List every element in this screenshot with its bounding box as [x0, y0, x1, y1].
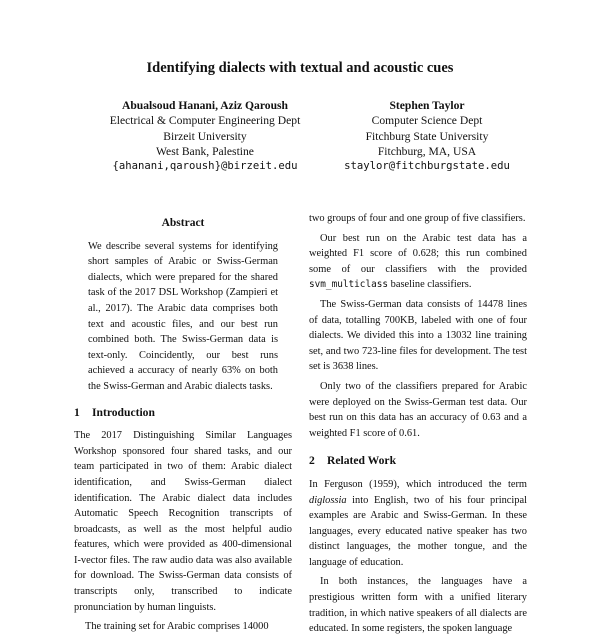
abstract-heading: Abstract	[161, 217, 205, 229]
introduction-paragraph: The 2017 Distinguishing Similar Languages Workshop sponsored four shared tasks, and our team participated in two of them: Arabic dialect identification, and Swiss-German dialect identification. The Arabic dialect data includes Automatic Speech Recognition transcripts of broadcasts, as well as the most helpful audio features, which were provided as 400-dimensional I-vector files. The raw audio data was also available for download. The Swiss-German data consists of transcripts only, transcribed to indicate pronunciation by human linguists.	[74, 430, 292, 613]
related-work-paragraph: In both instances, the languages have a prestigious written form with a unified literary tradition, in which native speakers of all dialects are educated. In some registers, the spoken language	[309, 576, 527, 635]
text-run: In Ferguson (1959), which introduced the term	[309, 478, 527, 490]
section-number: 2	[309, 454, 315, 468]
author-location: Fitchburg, MA, USA	[377, 144, 477, 158]
section-heading-related-work	[309, 453, 527, 469]
right-column	[309, 213, 527, 641]
body-paragraph: Only two of the classifiers prepared for Arabic were deployed on the Swiss-German test data. Our best run on this data has an accuracy of 0.63 and a weighted F1 score of 0.61.	[309, 380, 527, 439]
author-department: Electrical & Computer Engineering Dept	[109, 114, 301, 128]
left-column	[74, 216, 292, 639]
author-email: {ahanani,qaroush}@birzeit.edu	[112, 160, 298, 173]
author-email: staylor@fitchburgstate.edu	[344, 160, 510, 173]
text-run: Our best run on the Arabic test data has a weighted F1 score of 0.628; this run combined some of our classifiers with the provided	[309, 232, 527, 275]
author-university: Fitchburg State University	[365, 129, 489, 143]
author-names: Stephen Taylor	[389, 99, 465, 112]
abstract-text: We describe several systems for identifying short samples of Arabic or Swiss-German dialects, which were prepared for the shared task of the 2017 DSL Workshop (Zampieri et al., 2017). The Arabic data comprises both text and acoustic files, and our best run combined both. The Swiss-German data is text-only. Coincidently, our best runs achieved a accuracy of nearly 63% on both the Swiss-German and Arabic dialects tasks.	[88, 240, 278, 392]
section-title: Related Work	[327, 454, 397, 468]
author-university: Birzeit University	[163, 129, 247, 143]
section-heading-introduction	[74, 405, 292, 421]
text-run: baseline classifiers.	[390, 279, 472, 291]
paper-title: Identifying dialects with textual and acoustic cues	[146, 60, 454, 76]
body-paragraph: The Swiss-German data consists of 14478 lines of data, totalling 700KB, labeled with one of four dialects. We divided this into a 13032 line training set, and two 723-line files for development. The test set is 3638 lines.	[309, 298, 527, 373]
section-number: 1	[74, 405, 80, 419]
author-block-birzeit	[85, 98, 325, 174]
abstract-body	[74, 239, 292, 395]
author-department: Computer Science Dept	[371, 114, 483, 128]
author-names: Abualsoud Hanani, Aziz Qaroush	[121, 99, 288, 112]
text-run: into English, two of his four principal examples are Arabic and Swiss-German. In these languages, every educated native speaker has two distinct languages, the mother tongue, and the language of education.	[309, 494, 527, 568]
introduction-paragraph: The training set for Arabic comprises 14000	[85, 621, 269, 633]
body-paragraph	[309, 231, 527, 293]
related-work-paragraph	[309, 477, 527, 571]
section-title: Introduction	[92, 405, 155, 419]
italic-term: diglossia	[309, 494, 347, 506]
author-block-fitchburg	[312, 98, 542, 174]
code-term: svm_multiclass	[309, 279, 389, 291]
author-location: West Bank, Palestine	[156, 144, 254, 158]
body-paragraph: two groups of four and one group of five classifiers.	[309, 213, 526, 224]
